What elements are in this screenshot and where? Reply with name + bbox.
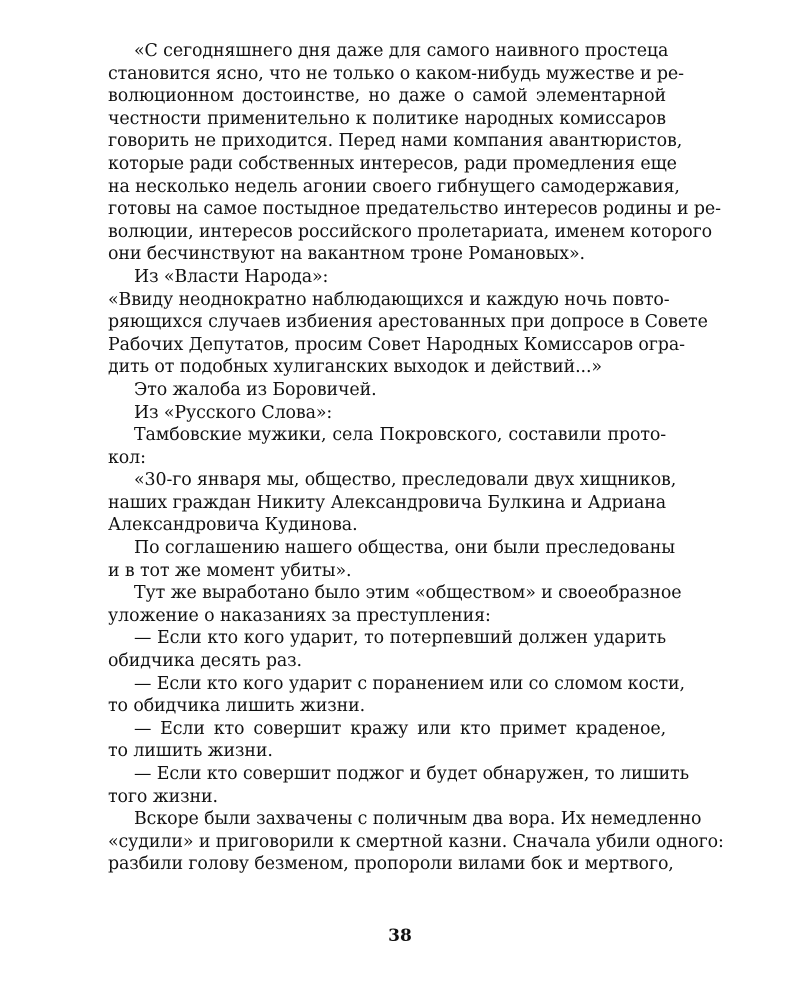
text-line: — Если кто совершит поджог и будет обнаружен, то лишить: [134, 764, 689, 784]
text-line: кол:: [108, 447, 146, 468]
text-line: волюции, интересов российского пролетариата, именем которого: [108, 221, 712, 242]
text-line: и в тот же момент убиты».: [108, 560, 352, 581]
text-line: Это жалоба из Боровичей.: [134, 379, 377, 400]
text-line: то лишить жизни.: [108, 741, 273, 762]
text-line: дить от подобных хулиганских выходок и действий...»: [108, 357, 602, 378]
text-line: Рабочих Депутатов, просим Совет Народных Комиссаров огра-: [108, 334, 685, 355]
text-line: того жизни.: [108, 786, 218, 807]
text-line: готовы на самое постыдное предательство интересов родины и ре-: [108, 199, 721, 220]
text-line: Из «Власти Народа»:: [134, 266, 329, 287]
text-line: уложение о наказаниях за преступления:: [108, 605, 491, 626]
text-line: на несколько недель агонии своего гибнущего самодержавия,: [108, 176, 680, 197]
text-line: «Ввиду неоднократно наблюдающихся и каждую ночь повто-: [108, 289, 670, 310]
text-line: Тамбовские мужики, села Покровского, составили прото-: [134, 425, 666, 446]
text-line: «30-го января мы, общество, преследовали двух хищников,: [134, 470, 677, 491]
text-line: Тут же выработано было этим «обществом» и своеобразное: [134, 583, 682, 604]
text-line: Александровича Кудинова.: [108, 515, 358, 536]
page-number: 38: [388, 926, 412, 946]
text-line: — Если кто кого ударит с поранением или со сломом кости,: [134, 673, 685, 694]
text-line: честности применительно к политике народных комиссаров: [108, 108, 666, 129]
text-line: «С сегодняшнего дня даже для самого наивного простеца: [134, 41, 669, 61]
text-line: обидчика десять раз.: [108, 651, 302, 672]
text-line: Из «Русского Слова»:: [134, 402, 333, 423]
text-line: становится ясно, что не только о каком-нибудь мужестве и ре-: [108, 63, 684, 84]
text-line: Вскоре были захвачены с поличным два вора. Их немедленно: [134, 809, 702, 830]
body-text: [108, 40, 724, 876]
text-line: наших граждан Никиту Александровича Булкина и Адриана: [108, 492, 666, 513]
text-line: они бесчинствуют на вакантном троне Романовых».: [108, 244, 585, 265]
text-line: волюционном достоинстве, но даже о самой элементарной: [108, 86, 666, 107]
text-line: то обидчика лишить жизни.: [108, 696, 366, 717]
text-line: которые ради собственных интересов, ради промедления еще: [108, 153, 677, 174]
text-line: «судили» и приговорили к смертной казни. Сначала убили одного:: [108, 831, 724, 852]
text-line: ряющихся случаев избиения арестованных при допросе в Совете: [108, 312, 708, 333]
text-line: — Если кто совершит кражу или кто примет краденое,: [134, 718, 666, 739]
text-line: — Если кто кого ударит, то потерпевший должен ударить: [134, 628, 666, 649]
text-line: говорить не приходится. Перед нами компания авантюристов,: [108, 131, 683, 152]
text-line: разбили голову безменом, пропороли вилами бок и мертвого,: [108, 854, 674, 875]
text-line: По соглашению нашего общества, они были преследованы: [134, 538, 676, 559]
